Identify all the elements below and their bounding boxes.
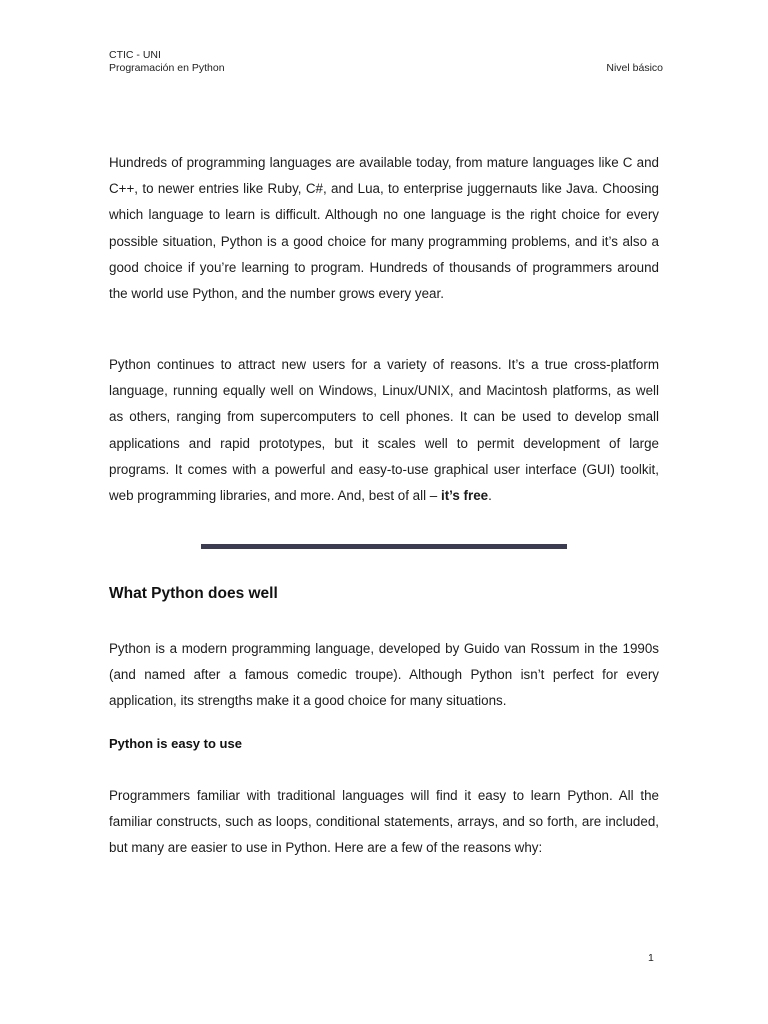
subsection-paragraph: Programmers familiar with traditional languages will find it easy to learn Python. All the familiar constructs, such as loops, conditional statements, arrays, and so forth, are included, but many are easier to use in Python. Here are a few of the reasons why:: [109, 788, 659, 856]
page-header: [109, 49, 663, 75]
intro-paragraph-2: [109, 352, 659, 509]
intro-paragraph-2-text: Python continues to attract new users for a variety of reasons. It’s a true cross-platform language, running equally well on Windows, Linux/UNIX, and Macintosh platforms, as well as others, ranging from supercomputers to cell phones. It can be used to develop small applications and rapid prototypes, but it scales well to permit development of large programs. It comes with a powerful and easy-to-use graphical user interface (GUI) toolkit, web programming libraries, and more. And, best of all –: [109, 357, 659, 504]
page-number: 1: [648, 952, 654, 964]
subsection-heading: Python is easy to use: [109, 736, 242, 751]
its-free-emphasis: it’s free: [440, 488, 489, 504]
section-paragraph: Python is a modern programming language, developed by Guido van Rossum in the 1990s (and named after a famous comedic troupe). Although Python isn’t perfect for every application, its strengths make it a good choice for many situations.: [109, 641, 659, 709]
intro-paragraph-2-end: .: [488, 488, 492, 504]
header-course: Programación en Python: [109, 62, 225, 74]
header-org: CTIC - UNI: [109, 49, 161, 61]
intro-paragraph-1: Hundreds of programming languages are available today, from mature languages like C and C++, to newer entries like Ruby, C#, and Lua, to enterprise juggernauts like Java. Choosing which language to learn is difficult. Although no one language is the right choice for every possible situation, Python is a good choice for many programming problems, and it’s also a good choice if you’re learning to program. Hundreds of thousands of programmers around the world use Python, and the number grows every year.: [109, 155, 659, 302]
section-divider: [201, 544, 567, 549]
section-heading: What Python does well: [109, 585, 278, 602]
header-level: Nivel básico: [606, 62, 663, 74]
